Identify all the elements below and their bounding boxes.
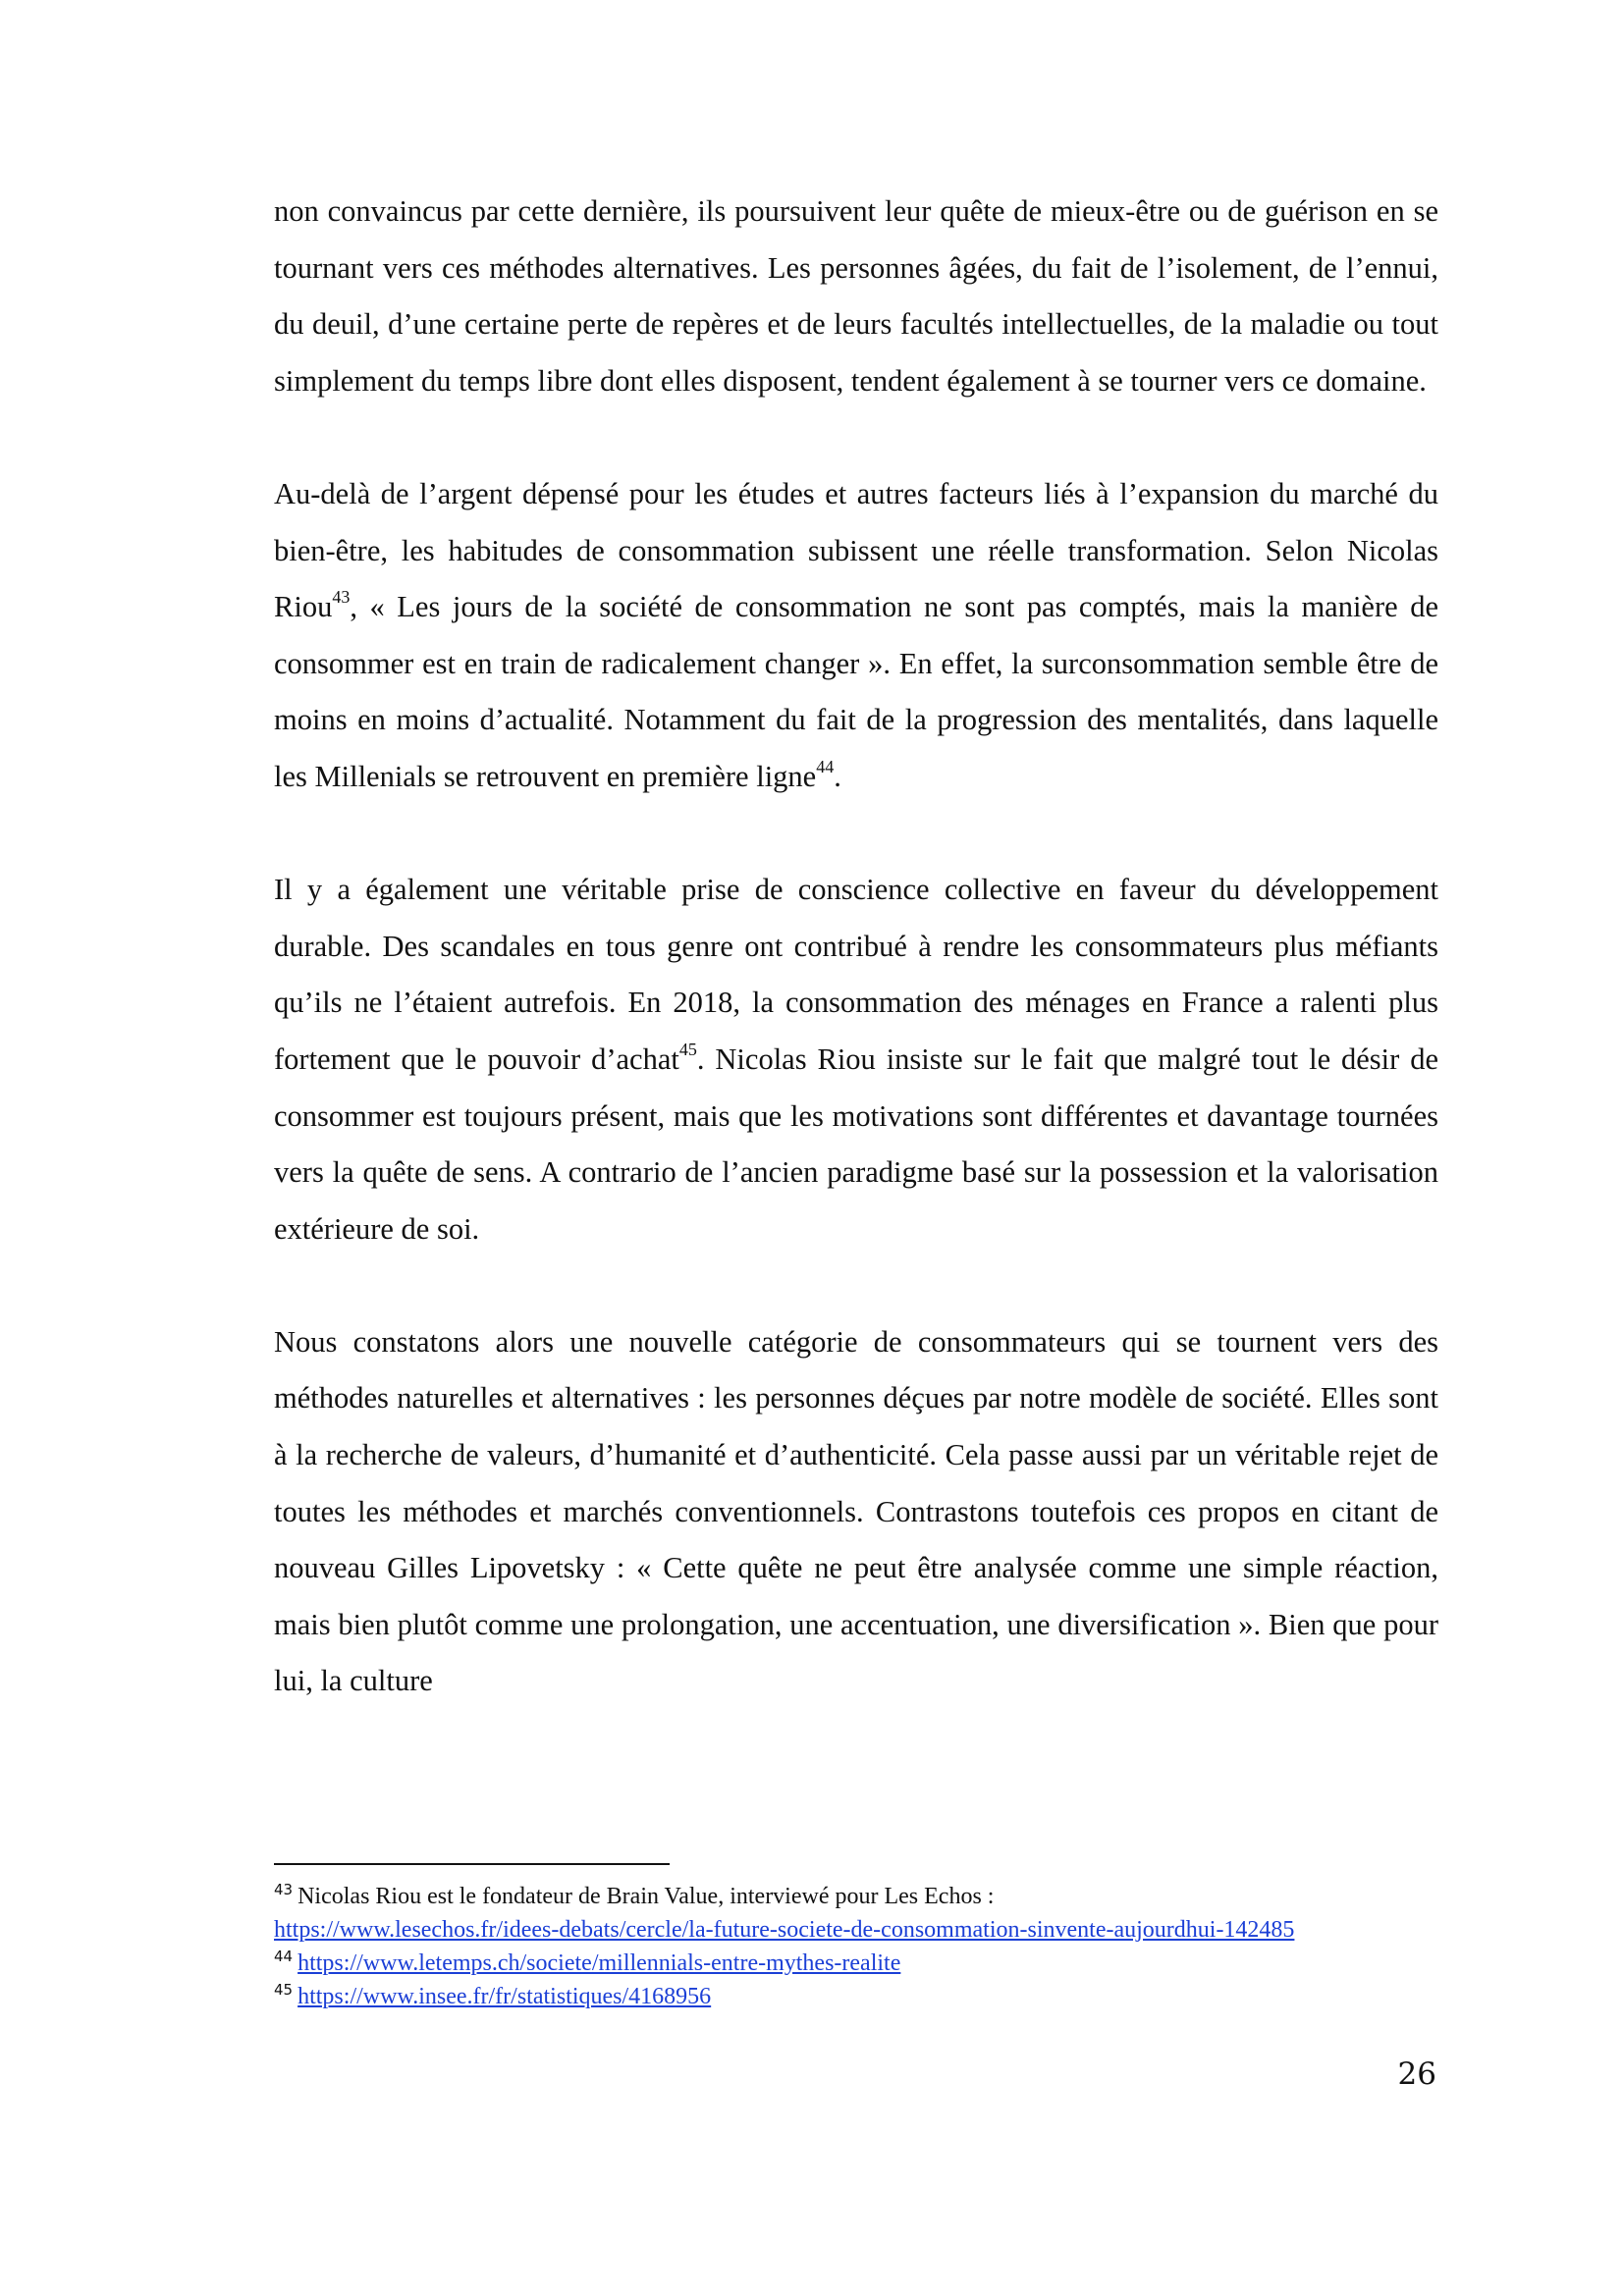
footnote-45 — [274, 1980, 1438, 2013]
paragraph-2 — [274, 466, 1438, 806]
body-text — [274, 184, 1438, 1710]
paragraph-1 — [274, 184, 1438, 409]
footnote-number: 45 — [274, 1981, 294, 1999]
footnote-number: 43 — [274, 1881, 294, 1898]
footnotes — [274, 1880, 1438, 2013]
footnote-text: Nicolas Riou est le fondateur de Brain Value, interviewé pour Les Echos : — [298, 1884, 995, 1909]
footnote-link[interactable]: https://www.insee.fr/fr/statistiques/4168956 — [298, 1984, 712, 2009]
page-number: 26 — [1397, 2056, 1436, 2092]
footnote-number: 44 — [274, 1948, 294, 1965]
paragraph-text: , « Les jours de la société de consommation ne sont pas comptés, mais la manière de consommer est en train de radicalement changer ». En effet, la surconsommation semble être de moins en moins d’actualité. Notamment du fait de la progression des mentalités, dans laquelle les Millenials se retrouvent en première ligne — [274, 590, 1438, 793]
paragraph-4 — [274, 1314, 1438, 1710]
paragraph-text: Il y a également une véritable prise de conscience collective en faveur du développement durable. Des scandales en tous genre ont contribué à rendre les consommateurs plus méfiants qu’ils ne l’étaient autrefois. En 2018, la consommation des ménages en France a ralenti plus fortement que le pouvoir d’achat — [274, 873, 1438, 1076]
paragraph-3 — [274, 862, 1438, 1257]
footnote-link[interactable]: https://www.letemps.ch/societe/millennials-entre-mythes-realite — [298, 1950, 901, 1976]
paragraph-text: Nous constatons alors une nouvelle catégorie de consommateurs qui se tournent vers des méthodes naturelles et alternatives : les personnes déçues par notre modèle de société. Elles sont à la recherche de valeurs, d’humanité et d’authenticité. Cela passe aussi par un véritable rejet de toutes les méthodes et marchés conventionnels. Contrastons toutefois ces propos en citant de nouveau Gilles Lipovetsky : « Cette quête ne peut être analysée comme une simple réaction, mais bien plutôt comme une prolongation, une accentuation, une diversification ». Bien que pour lui, la culture — [274, 1324, 1438, 1698]
footnote-44 — [274, 1947, 1438, 1980]
footnote-link[interactable]: https://www.lesechos.fr/idees-debats/cercle/la-future-societe-de-consommation-sinvente-aujourdhui-142485 — [274, 1917, 1295, 1943]
paragraph-text: Au-delà de l’argent dépensé pour les études et autres facteurs liés à l’expansion du marché du bien-être, les habitudes de consommation subissent une réelle transformation. Selon Nicolas Riou — [274, 476, 1438, 624]
footnote-ref-45[interactable]: 45 — [678, 1039, 697, 1059]
footnote-separator — [274, 1863, 670, 1865]
paragraph-text: non convaincus par cette dernière, ils poursuivent leur quête de mieux-être ou de guérison en se tournant vers ces méthodes alternatives. Les personnes âgées, du fait de l’isolement, de l’ennui, du deuil, d’une certaine perte de repères et de leurs facultés intellectuelles, de la maladie ou tout simplement du temps libre dont elles disposent, tendent également à se tourner vers ce domaine. — [274, 194, 1438, 398]
footnote-ref-43[interactable]: 43 — [332, 587, 351, 607]
paragraph-text: . Nicolas Riou insiste sur le fait que malgré tout le désir de consommer est toujours présent, mais que les motivations sont différentes et davantage tournées vers la quête de sens. A contrario de l’ancien paradigme basé sur la possession et la valorisation extérieure de soi. — [274, 1041, 1438, 1246]
footnote-ref-44[interactable]: 44 — [816, 756, 835, 776]
paragraph-text: . — [834, 759, 841, 793]
footnote-43 — [274, 1880, 1438, 1947]
